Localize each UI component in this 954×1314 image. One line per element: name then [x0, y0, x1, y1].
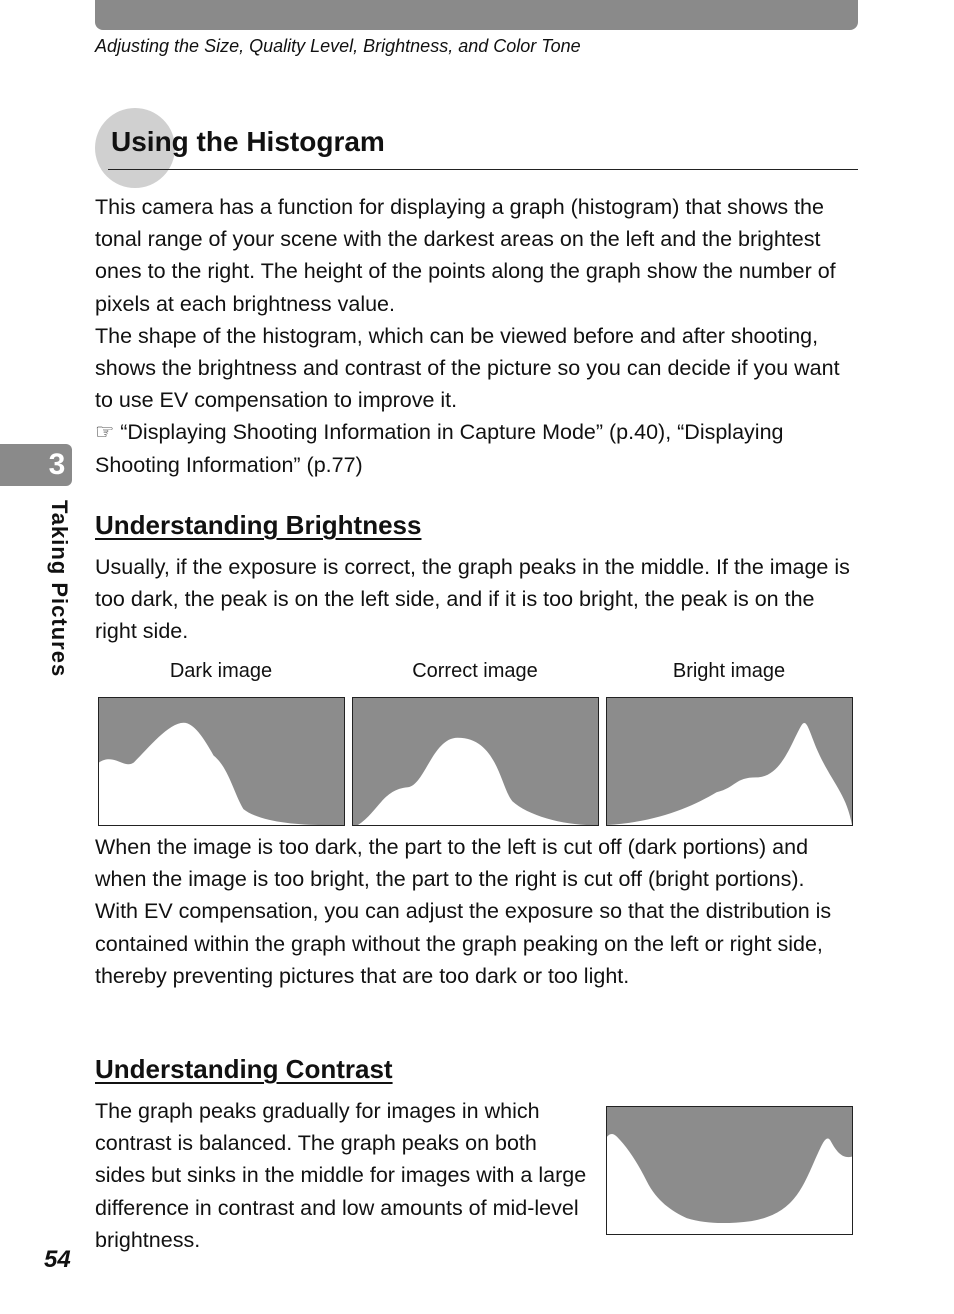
running-title: Adjusting the Size, Quality Level, Brightness, and Color Tone: [95, 36, 581, 56]
intro-paragraph-2: The shape of the histogram, which can be viewed before and after shooting, shows the brightness and contrast of the picture so you can decide if you want to use EV compensation to improve it.: [95, 323, 840, 413]
correct-image-histogram: [352, 697, 599, 826]
contrast-histogram: [606, 1106, 853, 1235]
contrast-paragraph: The graph peaks gradually for images in which contrast is balanced. The graph peaks on both sides but sinks in the middle for images with a large difference in contrast and low amounts of mid-level brightness.: [95, 1099, 587, 1252]
contrast-heading: Understanding Contrast: [95, 1054, 393, 1084]
brightness-paragraph: Usually, if the exposure is correct, the graph peaks in the middle. If the image is too dark, the peak is on the left side, and if it is too bright, the peak is on the right side.: [95, 555, 850, 644]
brightness-after-text: [95, 831, 860, 992]
caption-dark: Dark image: [169, 660, 273, 682]
page-number: 54: [44, 1246, 71, 1273]
caption-bright: Bright image: [672, 660, 786, 682]
cutoff-paragraph: When the image is too dark, the part to the left is cut off (dark portions) and when the image is too bright, the part to the right is cut off (bright portions).: [95, 835, 809, 892]
intro-text: [95, 191, 860, 481]
brightness-heading: Understanding Brightness: [95, 510, 422, 540]
cross-reference: ☞ “Displaying Shooting Information in Capture Mode” (p.40), “Displaying Shooting Information” (p.77): [95, 420, 784, 477]
dark-image-histogram: [98, 697, 345, 826]
brightness-text: [95, 551, 860, 648]
bright-image-histogram: [606, 697, 853, 826]
title-rule: [108, 169, 858, 170]
intro-paragraph-1: This camera has a function for displaying a graph (histogram) that shows the tonal range of your scene with the darkest areas on the left and the brightest ones to the right. The height of the points along the graph show the number of pixels at each brightness value.: [95, 195, 836, 316]
header-bar: [95, 0, 858, 30]
chapter-title: Taking Pictures: [47, 500, 72, 678]
ev-paragraph: With EV compensation, you can adjust the exposure so that the distribution is contained within the graph without the graph peaking on the left or right side, thereby preventing pictures that are too dark or too light.: [95, 899, 832, 988]
section-title: Using the Histogram: [111, 126, 385, 157]
contrast-text: [95, 1095, 590, 1256]
caption-correct: Correct image: [412, 660, 538, 682]
chapter-number: 3: [48, 448, 66, 481]
